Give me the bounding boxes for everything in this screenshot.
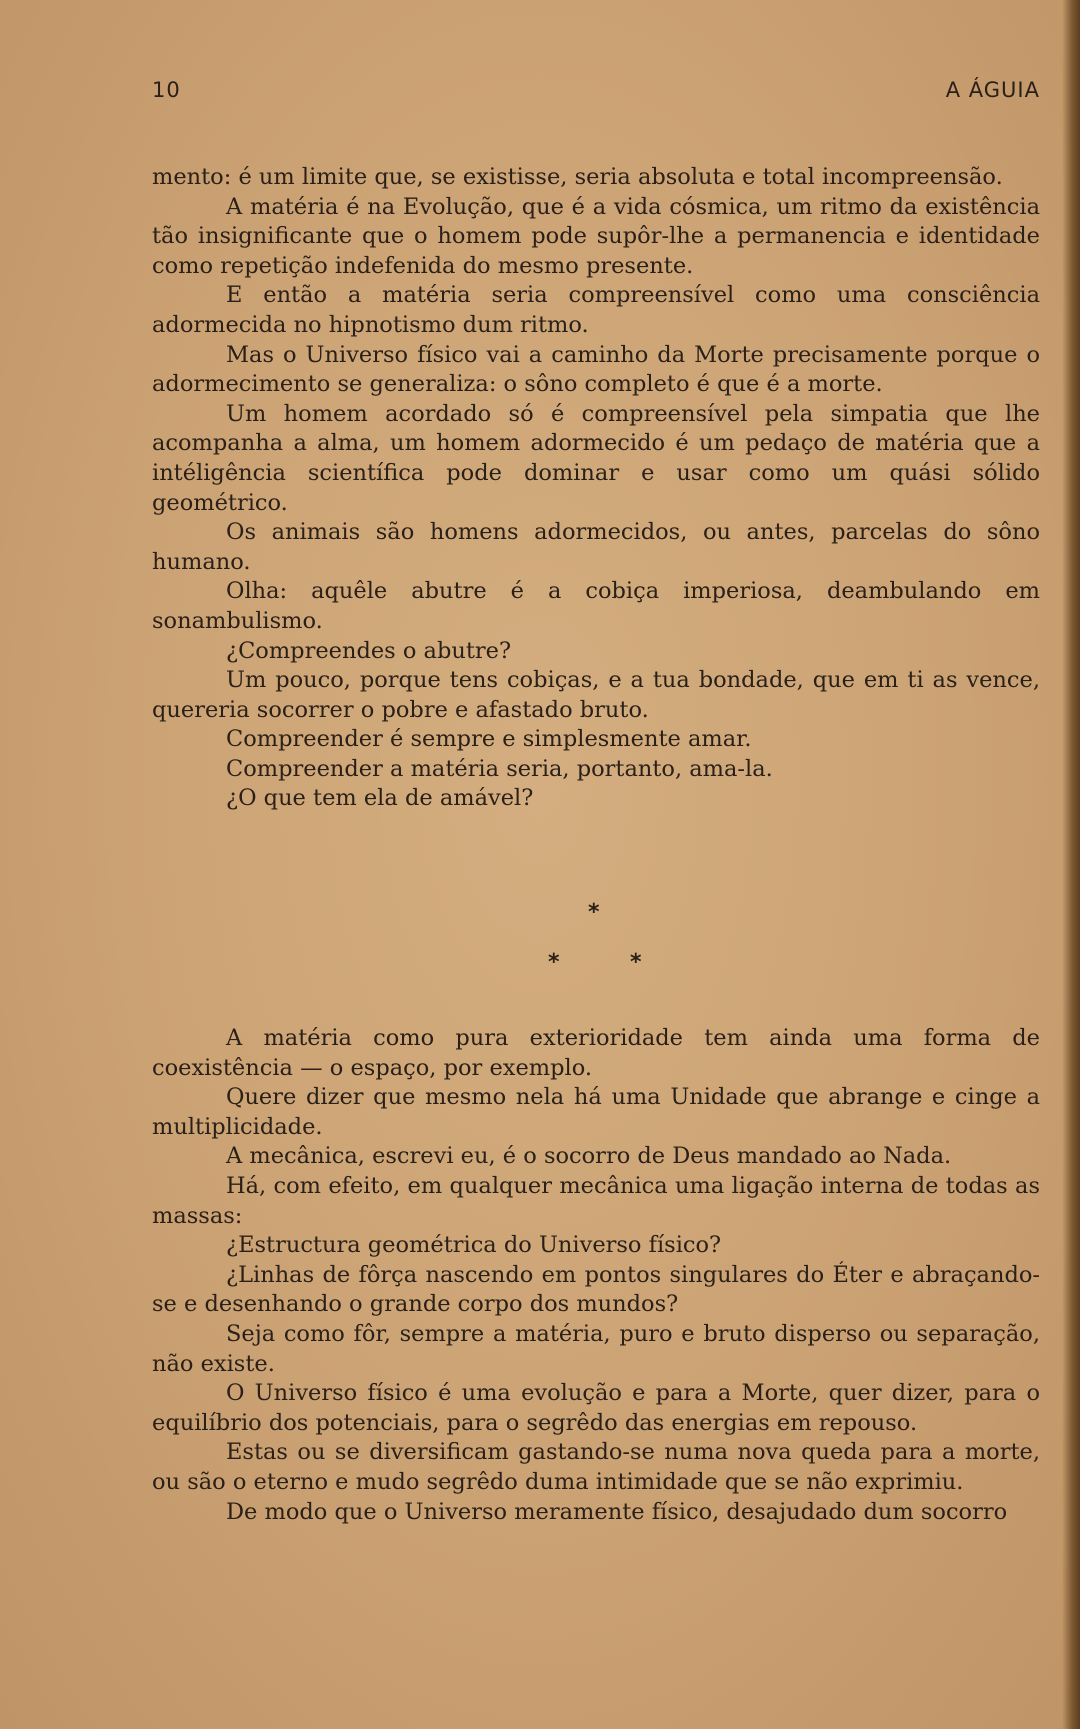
paragraph: mento: é um limite que, se existisse, seria absoluta e total incompreensão. <box>152 164 1003 190</box>
paragraph: ¿Linhas de fôrça nascendo em pontos singulares do Éter e abraçando-se e desenhando o grande corpo dos mundos? <box>152 1261 1040 1318</box>
paragraph: A matéria como pura exterioridade tem ainda uma forma de coexistência — o espaço, por exemplo. <box>152 1025 1040 1081</box>
page-number: 10 <box>152 78 181 102</box>
paragraph: Há, com efeito, em qualquer mecânica uma ligação interna de todas as massas: <box>152 1172 1040 1229</box>
paragraph: Os animais são homens adormecidos, ou antes, parcelas do sôno humano. <box>152 519 1040 575</box>
paragraph: A mecânica, escrevi eu, é o socorro de Deus mandado ao Nada. <box>226 1143 952 1170</box>
page-header <box>152 78 1040 108</box>
paragraph: ¿O que tem ela de amável? <box>226 785 534 812</box>
paragraph: Um homem acordado só é compreensível pela simpatia que lhe acompanha a alma, um homem adormecido é um pedaço de matéria que a intéligência scientífica pode dominar e usar como um quási sólido geométrico. <box>152 400 1040 516</box>
text-section-2 <box>152 1024 1040 1527</box>
paragraph: Mas o Universo físico vai a caminho da Morte precisamente porque o adormecimento se generaliza: o sôno completo é que é a morte. <box>152 341 1040 398</box>
paragraph: Seja como fôr, sempre a matéria, puro e bruto disperso ou separação, não existe. <box>152 1320 1040 1377</box>
paragraph: E então a matéria seria compreensível como uma consciência adormecida no hipnotismo dum ritmo. <box>152 282 1040 338</box>
paragraph: ¿Compreendes o abutre? <box>226 637 512 664</box>
paragraph: Compreender é sempre e simplesmente amar. <box>226 726 752 753</box>
paragraph: Olha: aquêle abutre é a cobiça imperiosa, deambulando em sonambulismo. <box>152 578 1040 634</box>
paragraph: De modo que o Universo meramente físico, desajudado dum socorro <box>226 1498 1008 1525</box>
running-title: A ÁGUIA <box>945 78 1040 102</box>
paragraph: Quere dizer que mesmo nela há uma Unidade que abrange e cinge a multiplicidade. <box>152 1084 1040 1140</box>
asterisk-ornament: * <box>588 900 600 925</box>
asterisk-ornament: * <box>630 950 642 975</box>
paragraph: Um pouco, porque tens cobiças, e a tua bondade, que em ti as vence, quereria socorrer o pobre e afastado bruto. <box>152 667 1040 723</box>
paragraph: Compreender a matéria seria, portanto, ama-la. <box>226 755 773 782</box>
page-edge-shadow <box>1062 0 1080 1729</box>
paragraph: ¿Estructura geométrica do Universo físico? <box>226 1232 722 1259</box>
asterisk-ornament: * <box>548 950 560 975</box>
text-section-1 <box>152 163 1040 814</box>
section-divider <box>0 900 1080 980</box>
paragraph: A matéria é na Evolução, que é a vida cósmica, um ritmo da existência tão insignificante que o homem pode supôr-lhe a permanencia e identidade como repetição indefenida do mesmo presente. <box>152 193 1040 279</box>
paragraph: O Universo físico é uma evolução e para a Morte, quer dizer, para o equilíbrio dos potenciais, para o segrêdo das energias em repouso. <box>152 1380 1040 1436</box>
paragraph: Estas ou se diversificam gastando-se numa nova queda para a morte, ou são o eterno e mudo segrêdo duma intimidade que se não exprimiu. <box>152 1439 1040 1495</box>
